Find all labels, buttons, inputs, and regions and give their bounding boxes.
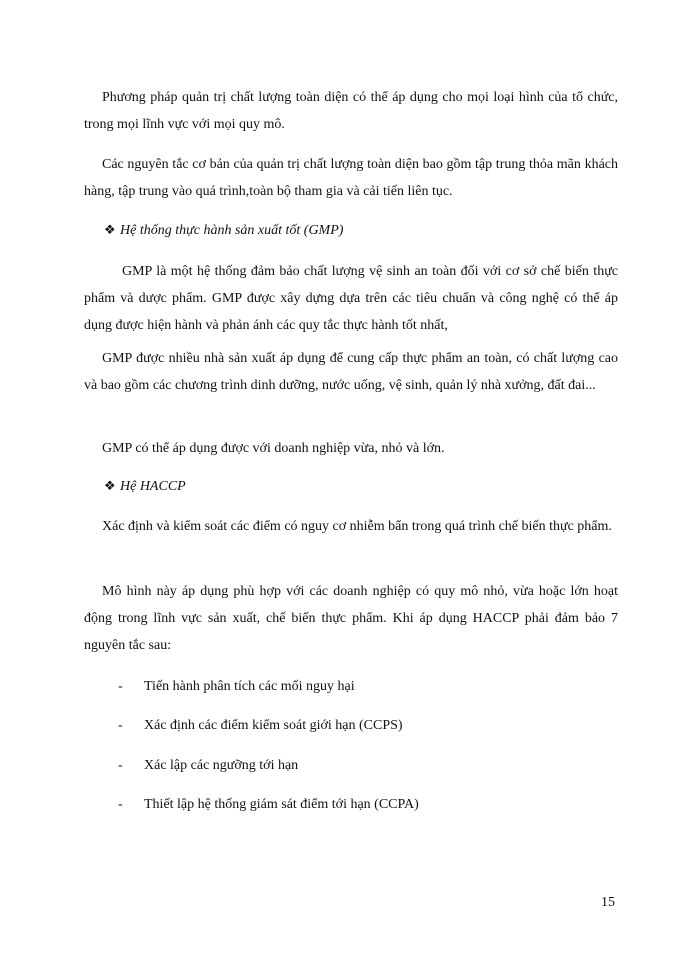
list-item: - Xác định các điểm kiểm soát giới hạn (CCPS) [118,718,403,733]
diamond-bullet-icon: ❖ [104,222,116,237]
paragraph-gmp-applicability: GMP có thể áp dụng được với doanh nghiệp vừa, nhỏ và lớn. [102,441,445,456]
heading-haccp: ❖ Hệ HACCP [104,478,186,494]
paragraph-gmp-definition: GMP là một hệ thống đảm bảo chất lượng vệ sinh an toàn đối với cơ sở chế biến thực phẩm và dược phẩm. GMP được xây dựng dựa trên các tiêu chuẩn và công nghệ có thể áp dụng được hiện hành và phản ánh các quy tắc thực hành tốt nhất, [84,264,618,333]
paragraph-gmp-usage: GMP được nhiều nhà sản xuất áp dụng để cung cấp thực phẩm an toàn, có chất lượng cao và bao gồm các chương trình dinh dưỡng, nước uống, vệ sinh, quản lý nhà xưởng, đất đai... [84,351,618,393]
paragraph-haccp-model: Mô hình này áp dụng phù hợp với các doanh nghiệp có quy mô nhỏ, vừa hoặc lớn hoạt động trong lĩnh vực sản xuất, chế biến thực phẩm. Khi áp dụng HACCP phải đảm bảo 7 nguyên tắc sau: [84,584,618,653]
page-number: 15 [601,895,615,910]
diamond-bullet-icon: ❖ [104,478,116,493]
list-item: - Tiến hành phân tích các mối nguy hại [118,679,355,694]
paragraph-tqm-principles: Các nguyên tắc cơ bản của quản trị chất lượng toàn diện bao gồm tập trung thỏa mãn khách hàng, tập trung vào quá trình,toàn bộ tham gia và cải tiến liên tục. [84,157,618,199]
paragraph-tqm-scope: Phương pháp quản trị chất lượng toàn diện có thể áp dụng cho mọi loại hình của tổ chức, trong mọi lĩnh vực với mọi quy mô. [84,90,618,132]
heading-gmp: ❖ Hệ thống thực hành sản xuất tốt (GMP) [104,222,344,238]
paragraph-haccp-definition: Xác định và kiểm soát các điểm có nguy cơ nhiễm bẩn trong quá trình chế biến thực phẩm. [102,519,612,534]
list-item: - Thiết lập hệ thống giám sát điểm tới hạn (CCPA) [118,797,419,812]
list-item: - Xác lập các ngưỡng tới hạn [118,758,299,773]
